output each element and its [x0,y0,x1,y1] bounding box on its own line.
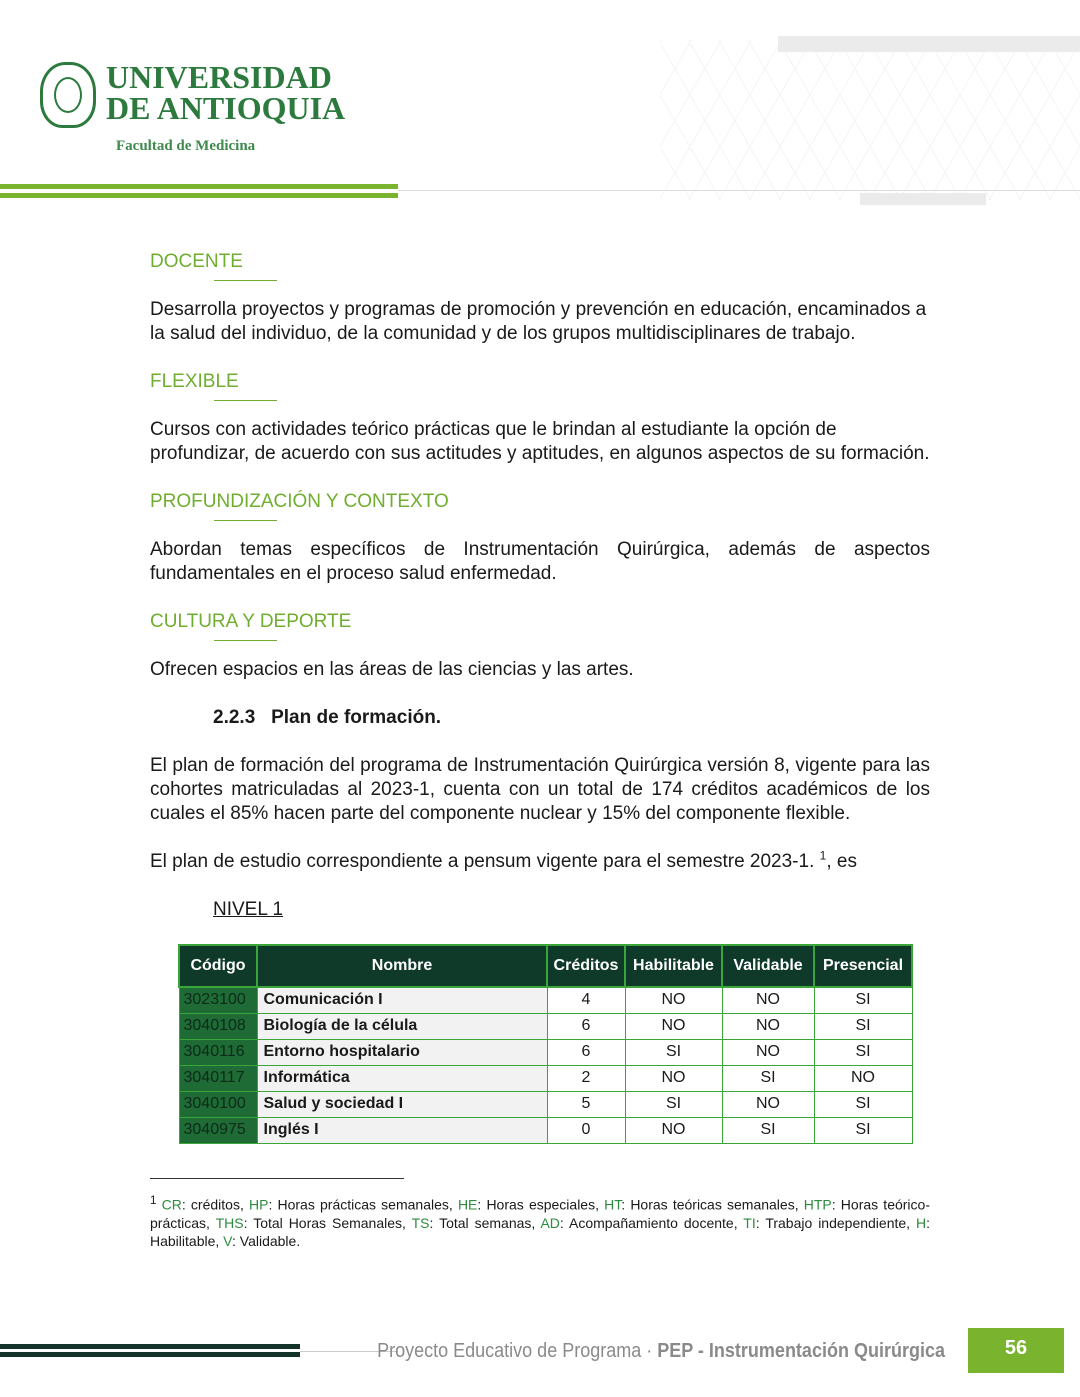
footer-bar [0,1352,300,1357]
course-name-cell: Informática [257,1065,547,1091]
column-header: Código [179,945,257,987]
section-heading: CULTURA Y DEPORTE [150,611,352,632]
table-row [179,1091,912,1117]
footnote-definition: Acompañamiento docente [568,1214,734,1231]
footnote-abbreviation: TI [743,1214,756,1231]
subsection-heading [213,706,930,730]
footnote-abbreviation: HP [249,1196,269,1213]
footer-text [377,1340,945,1363]
table-row [179,1065,912,1091]
habilitable-cell: SI [625,1039,722,1065]
heading-underline [214,520,277,521]
university-seal-icon [40,62,96,128]
footer-bar [0,1344,300,1349]
faculty-name: Facultad de Medicina [116,138,256,154]
credits-cell: 5 [547,1091,625,1117]
decorative-bar [778,36,1080,52]
footnote: $^1$ CR: créditos, HP: Horas prácticas semanales, HE: Horas especiales, HT: Horas teóricas semanales, HTP: Horas teórico-prácticas, THS: Total Horas Semanales, TS: Total semanas, AD: Acompañamiento docente, TI: Trabajo independiente, H: Habilitable, V: Validable. [150,1193,931,1250]
section-heading: DOCENTE [150,251,243,272]
header-divider [398,190,1080,191]
presencial-cell: SI [814,1039,912,1065]
footnote-definition: Total semanas [439,1214,532,1231]
footnote-abbreviation: TS [411,1214,430,1231]
footnote-definition: Horas teóricas semanales [630,1196,795,1213]
paragraph-text: El plan de estudio correspondiente a pensum vigente para el semestre 2023-1. [150,851,815,872]
footer-title: PEP - Instrumentación Quirúrgica [657,1340,945,1362]
section-text: Abordan temas específicos de Instrumentación Quirúrgica, además de aspectos fundamentales en el proceso salud enfermedad. [150,539,930,584]
column-header: Créditos [547,945,625,987]
credits-cell: 6 [547,1039,625,1065]
presencial-cell: NO [814,1065,912,1091]
course-name-cell: Inglés I [257,1117,547,1143]
decorative-bar [860,193,986,205]
presencial-cell: SI [814,1091,912,1117]
course-code-cell: 3040975 [179,1117,257,1143]
footnote-definition: Trabajo independiente [765,1214,907,1231]
footnote-divider [150,1178,404,1179]
page-content [150,250,930,1251]
course-code-cell: 3040100 [179,1091,257,1117]
heading-underline [214,280,277,281]
section-heading: FLEXIBLE [150,371,239,392]
footnote-abbreviation: H [916,1214,927,1231]
footer-program: Proyecto Educativo de Programa · [377,1340,658,1362]
university-name-line1: UNIVERSIDAD [106,59,332,95]
footnote-reference[interactable]: 1 [819,848,827,863]
section-text: Ofrecen espacios en las áreas de las ciencias y las artes. [150,659,634,680]
footnote-definition: Horas prácticas semanales [277,1196,449,1213]
column-header: Habilitable [625,945,722,987]
course-code-cell: 3040108 [179,1013,257,1039]
habilitable-cell: NO [625,1117,722,1143]
validable-cell: NO [722,1013,814,1039]
footnote-definition: Validable [239,1233,297,1250]
courses-table [178,944,913,1144]
column-header: Presencial [814,945,912,987]
validable-cell: NO [722,987,814,1013]
footnote-definition: créditos [190,1196,240,1213]
validable-cell: NO [722,1039,814,1065]
course-code-cell: 3040116 [179,1039,257,1065]
table-body [179,987,912,1143]
paragraph [150,850,930,874]
university-name-line2: DE ANTIOQUIA [106,90,346,126]
section-text: Cursos con actividades teórico prácticas que le brindan al estudiante la opción de profundizar, de acuerdo con sus actitudes y aptitudes, en algunos aspectos de su formación. [150,419,930,464]
credits-cell: 4 [547,987,625,1013]
presencial-cell: SI [814,987,912,1013]
footnote-abbreviation: HE [457,1196,478,1213]
table-row [179,987,912,1013]
habilitable-cell: NO [625,987,722,1013]
page-number: 56 [968,1328,1064,1373]
footnote-abbreviation: V [223,1233,232,1250]
course-name-cell: Entorno hospitalario [257,1039,547,1065]
paragraph: El plan de formación del programa de Instrumentación Quirúrgica versión 8, vigente para las cohortes matriculadas al 2023-1, cuenta con un total de 174 créditos académicos de los cuales el 85% hacen parte del componente nuclear y 15% del componente flexible. [150,755,930,824]
course-code-cell: 3023100 [179,987,257,1013]
heading-underline [214,640,277,641]
table-row [179,1039,912,1065]
validable-cell: NO [722,1091,814,1117]
header-green-line [0,193,398,198]
course-code-cell: 3040117 [179,1065,257,1091]
course-name-cell: Biología de la célula [257,1013,547,1039]
paragraph-text: , es [826,851,857,872]
habilitable-cell: SI [625,1091,722,1117]
footnote-abbreviation: THS [215,1214,244,1231]
table-header-row [179,945,912,987]
credits-cell: 6 [547,1013,625,1039]
credits-cell: 2 [547,1065,625,1091]
footnote-abbreviation: AD [540,1214,560,1231]
section-heading: PROFUNDIZACIÓN Y CONTEXTO [150,491,449,512]
validable-cell: SI [722,1117,814,1143]
presencial-cell: SI [814,1117,912,1143]
habilitable-cell: NO [625,1065,722,1091]
footnote-definition: Habilitable [150,1233,216,1250]
footnote-definition: Horas teórico-prácticas [150,1196,930,1231]
table-row [179,1013,912,1039]
section-text: Desarrolla proyectos y programas de promoción y prevención en educación, encaminados a la salud del individuo, de la comunidad y de los grupos multidisciplinares de trabajo. [150,299,927,344]
footnote-number: 1 [150,1193,157,1207]
footnote-abbreviation: HT [604,1196,622,1213]
header-green-line [0,184,398,189]
footnote-abbreviation: HTP [803,1196,832,1213]
habilitable-cell: NO [625,1013,722,1039]
presencial-cell: SI [814,1013,912,1039]
table-row [179,1117,912,1143]
heading-underline [214,400,277,401]
footnote-definition: Total Horas Semanales [253,1214,403,1231]
validable-cell: SI [722,1065,814,1091]
subsection-title: Plan de formación. [271,707,442,728]
course-name-cell: Comunicación I [257,987,547,1013]
hexagon-background-pattern [660,40,1080,200]
column-header: Validable [722,945,814,987]
university-logo [40,59,346,128]
subsection-number: 2.2.3 [213,707,256,728]
level-label: NIVEL 1 [213,899,284,920]
footnote-definition: Horas especiales [486,1196,596,1213]
credits-cell: 0 [547,1117,625,1143]
footnote-abbreviation: CR [161,1196,182,1213]
course-name-cell: Salud y sociedad I [257,1091,547,1117]
column-header: Nombre [257,945,547,987]
